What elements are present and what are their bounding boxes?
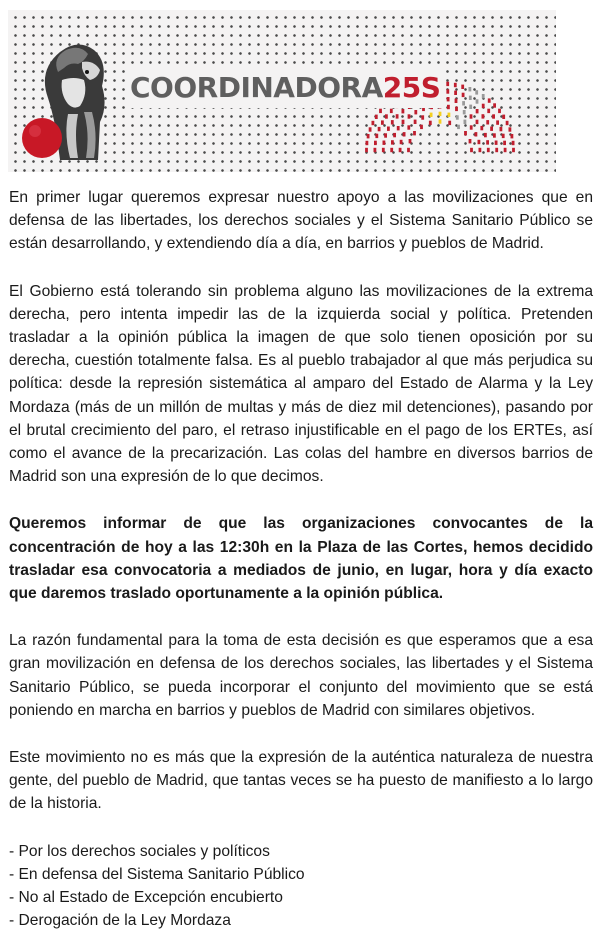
seat-mark (498, 109, 501, 113)
seat-mark (454, 91, 457, 95)
demand-item: - No al Estado de Excepción encubierto (9, 889, 283, 907)
seat-mark (455, 107, 458, 111)
seat-mark (390, 109, 393, 113)
paragraph-reason: La razón fundamental para la toma de esta decisión es que esperamos que a esa gran movilización en defensa de los derechos sociales, las libertades y el Sistema Sanitario Público, se pueda incorporar el conjunto del movimiento que se está poniendo en marcha en barrios y pueblos de Madrid con similares objetivos. (9, 632, 593, 719)
seat-mark (390, 148, 393, 152)
seat-mark (463, 110, 466, 114)
seat-mark (504, 148, 507, 152)
article-body (9, 186, 593, 932)
seat-mark (456, 115, 459, 119)
red-ball-icon (22, 118, 62, 158)
seat-mark (402, 120, 405, 124)
seat-mark (454, 83, 457, 87)
seat-mark (493, 133, 496, 137)
seat-mark (470, 114, 473, 118)
seat-mark (479, 148, 482, 152)
seat-mark (420, 125, 423, 129)
seat-mark (502, 134, 505, 138)
seat-mark (469, 87, 472, 91)
seat-mark (470, 125, 473, 129)
seat-mark (476, 99, 479, 103)
seat-mark (429, 121, 432, 125)
seat-mark (393, 133, 396, 137)
seat-mark (414, 110, 417, 114)
seat-mark (391, 140, 394, 144)
seat-mark (446, 82, 449, 86)
seat-mark (407, 125, 410, 129)
seat-mark (448, 121, 451, 125)
seat-mark (447, 97, 450, 101)
seat-mark (464, 120, 467, 124)
seat-mark (447, 105, 450, 109)
seat-mark (367, 134, 370, 138)
seat-mark (461, 85, 464, 89)
seat-mark (462, 93, 465, 97)
seat-mark (482, 114, 485, 118)
seat-mark (372, 121, 375, 125)
seat-mark (512, 141, 515, 145)
seat-mark (475, 132, 478, 136)
paragraph-announcement: Queremos informar de que las organizaciones convocantes de la concentración de hoy a las 12:30h en la Plaza de las Cortes, hemos decidido trasladar esa convocatoria a mediados de junio, en lugar, hora y día exacto que daremos traslado oportunamente a la opinión pública. (9, 515, 593, 603)
seat-mark (399, 148, 402, 152)
seat-mark (407, 148, 410, 152)
seat-mark (511, 134, 514, 138)
logo-text-accent: 25S (382, 71, 441, 104)
seat-mark (455, 99, 458, 103)
seat-mark (482, 94, 485, 98)
seat-mark (366, 141, 369, 145)
seat-mark (400, 140, 403, 144)
seat-mark (381, 120, 384, 124)
seat-mark (369, 127, 372, 131)
seat-mark (374, 141, 377, 145)
seat-mark (495, 141, 498, 145)
seat-mark (493, 103, 496, 107)
seat-mark (470, 148, 473, 152)
seat-mark (486, 120, 489, 124)
seat-mark (482, 104, 485, 108)
seat-mark (469, 139, 472, 143)
seat-mark (502, 115, 505, 119)
seat-mark (375, 115, 378, 119)
paragraph-government: El Gobierno está tolerando sin problema alguno las movilizaciones de la extrema derecha, pero intenta impedir las de la izquierda social y política. Pretenden trasladar a la opinión pública la imagen de que solo tienen oposición por su derecha, cuestión totalmente falsa. Es al pueblo trabajador al que más perjudica su política: desde la represión sistemática al amparo del Estado de Alarma y la Ley Mordaza (más de un millón de multas y más de diez mil detenciones), pasando por el brutal crecimiento del paro, el retraso injustificable en el pago de los ERTEs, así como el avance de la precarización. Las colas del hambre en diversos barrios de Madrid son una expresión de lo que decimos. (9, 282, 593, 486)
seat-mark (484, 133, 487, 137)
seat-mark (375, 134, 378, 138)
seat-mark (469, 96, 472, 100)
seat-mark (496, 120, 499, 124)
seat-mark (462, 101, 465, 105)
seat-mark (385, 114, 388, 118)
seat-mark (414, 120, 417, 124)
paragraph-movement: Este movimiento no es más que la expresión de la auténtica naturaleza de nuestra gente, del pueblo de Madrid, que tantas veces se ha puesto de manifiesto a lo largo de la historia. (9, 749, 593, 813)
header-banner (8, 10, 556, 172)
seat-mark (413, 131, 416, 135)
seat-mark (387, 127, 390, 131)
seat-mark (469, 105, 472, 109)
demand-item: - En defensa del Sistema Sanitario Público (9, 865, 305, 883)
seat-mark (391, 120, 394, 124)
seat-mark (396, 114, 399, 118)
seat-mark (495, 148, 498, 152)
seat-mark (379, 109, 382, 113)
paragraph-support: En primer lugar queremos expresar nuestro apoyo a las movilizaciones que en defensa de las libertades, los derechos sociales y el Sistema Sanitario Público se están desarrollando, y extendiendo día a día, en barrios y pueblos de Madrid. (9, 189, 593, 253)
seat-mark (478, 140, 481, 144)
seat-mark (464, 131, 467, 135)
seat-mark (374, 148, 377, 152)
seat-mark (487, 148, 490, 152)
demands-list (9, 840, 593, 933)
seat-mark (430, 113, 433, 117)
seat-mark (476, 120, 479, 124)
seat-mark (480, 126, 483, 130)
seat-mark (475, 90, 478, 94)
seat-mark (384, 133, 387, 137)
seat-mark (506, 121, 509, 125)
seat-mark (383, 141, 386, 145)
logo-text-main: COORDINADORA (130, 71, 383, 104)
seat-mark (378, 127, 381, 131)
seat-mark (500, 127, 503, 131)
seat-mark (503, 141, 506, 145)
seat-mark (397, 126, 400, 130)
seat-mark (439, 119, 442, 123)
seat-mark (382, 148, 385, 152)
seat-mark (409, 139, 412, 143)
seat-mark (488, 98, 491, 102)
seat-mark (402, 109, 405, 113)
seat-mark (421, 115, 424, 119)
seat-mark (490, 127, 493, 131)
seat-mark (487, 109, 490, 113)
seat-mark (446, 89, 449, 93)
seat-mark (492, 114, 495, 118)
seat-mark (365, 148, 368, 152)
demand-item: - Derogación de la Ley Mordaza (9, 912, 231, 930)
coordinadora-logo (126, 68, 444, 108)
seat-mark (512, 148, 515, 152)
seat-mark (403, 132, 406, 136)
seat-mark (509, 127, 512, 131)
demand-item: - Por los derechos sociales y políticos (9, 842, 270, 860)
seat-mark (448, 113, 451, 117)
seat-mark (476, 109, 479, 113)
seat-mark (486, 140, 489, 144)
seat-mark (457, 125, 460, 129)
seat-mark (408, 114, 411, 118)
seat-mark (439, 112, 442, 116)
